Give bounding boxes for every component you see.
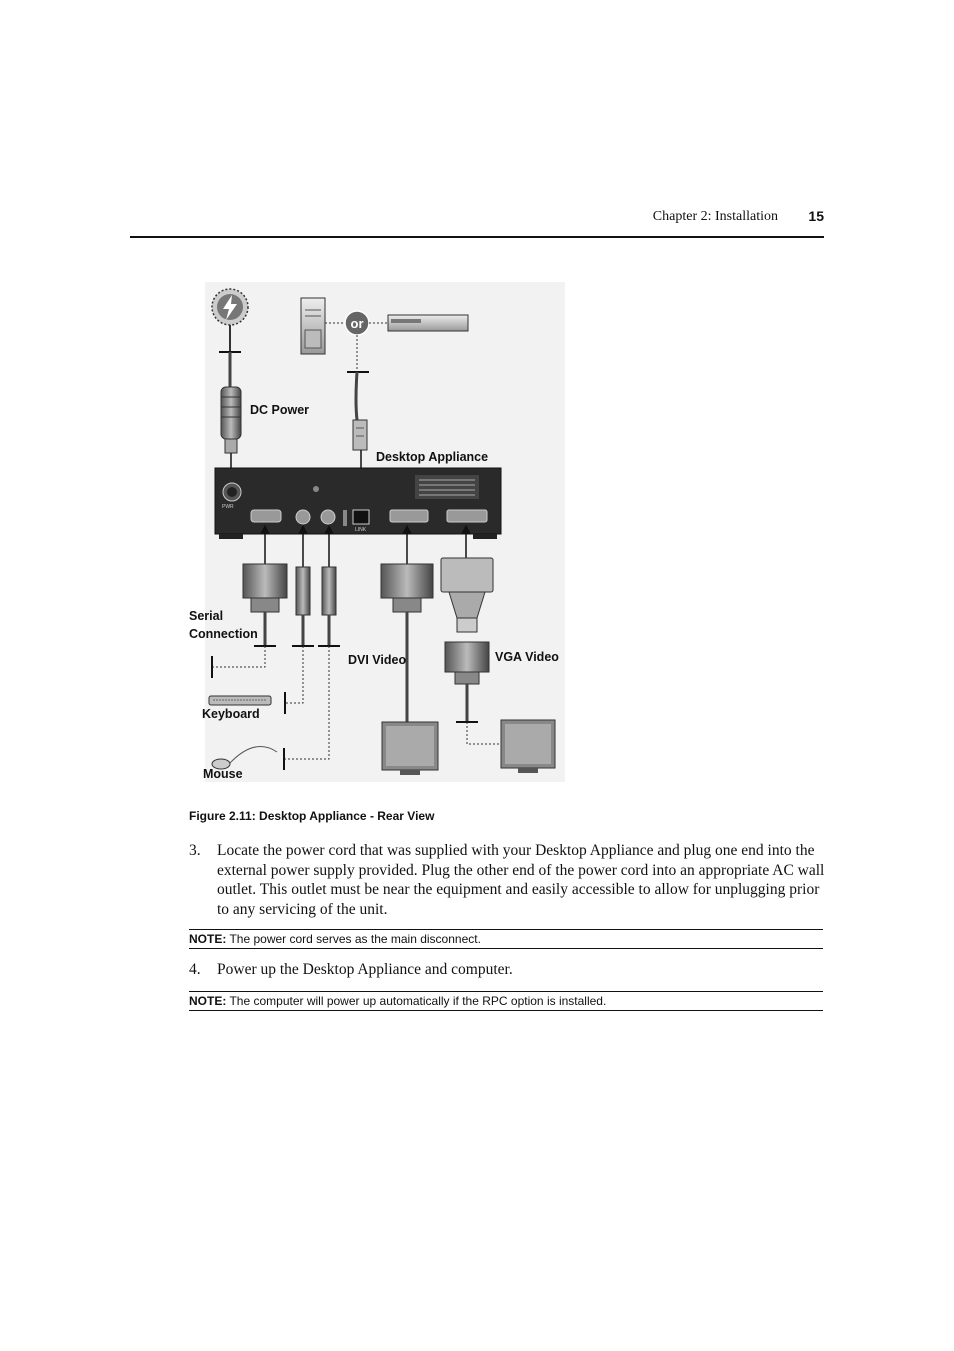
- desktop-appliance-panel: [215, 468, 501, 539]
- tower-computer-icon: [301, 298, 325, 354]
- link-port-label: LINK: [355, 527, 367, 533]
- keyboard-icon: [209, 696, 271, 705]
- step-3: [189, 841, 825, 921]
- note-text: The computer will power up automatically if the RPC option is installed.: [226, 994, 607, 1008]
- step-number: 3.: [189, 842, 201, 859]
- dvi-video-label: DVI Video: [348, 653, 407, 667]
- desktop-appliance-label: Desktop Appliance: [376, 450, 489, 464]
- vga-monitor-icon: [501, 720, 555, 773]
- chapter-title: Chapter 2: Installation: [652, 209, 778, 224]
- note-label: NOTE:: [189, 932, 227, 946]
- power-outlet-icon: [212, 289, 248, 325]
- note-text: The power cord serves as the main disconnect.: [226, 932, 481, 946]
- header-rule: [130, 236, 824, 238]
- note-power-cord: [189, 929, 823, 949]
- dvi-monitor-icon: [382, 722, 438, 775]
- figure-caption: Figure 2.11: Desktop Appliance - Rear View: [189, 809, 435, 823]
- keyboard-label: Keyboard: [202, 707, 260, 721]
- step-number: 4.: [189, 961, 201, 978]
- svg-text:or: or: [350, 316, 364, 331]
- dc-power-label: DC Power: [250, 403, 310, 417]
- rack-server-icon: [388, 315, 468, 331]
- vga-video-label: VGA Video: [495, 650, 559, 664]
- note-rpc-option: [189, 991, 823, 1011]
- serial-label-line2: Connection: [189, 627, 258, 641]
- step-4: [189, 960, 825, 982]
- step-text: Power up the Desktop Appliance and computer.: [217, 961, 513, 978]
- step-text: Locate the power cord that was supplied with your Desktop Appliance and plug one end into the external power supply provided. Plug the other end of the power cord into an appropriate AC wall outlet. This outlet must be near the equipment and easily accessible to allow for unplugging prior to any servicing of the unit.: [217, 842, 825, 918]
- page-number: 15: [808, 208, 824, 224]
- rear-view-figure: [185, 282, 565, 787]
- serial-label-line1: Serial: [189, 609, 224, 623]
- note-label: NOTE:: [189, 994, 227, 1008]
- mouse-label: Mouse: [203, 767, 243, 781]
- or-badge: [345, 311, 369, 335]
- page-header: [130, 205, 824, 238]
- pwr-port-label: PWR: [222, 504, 234, 510]
